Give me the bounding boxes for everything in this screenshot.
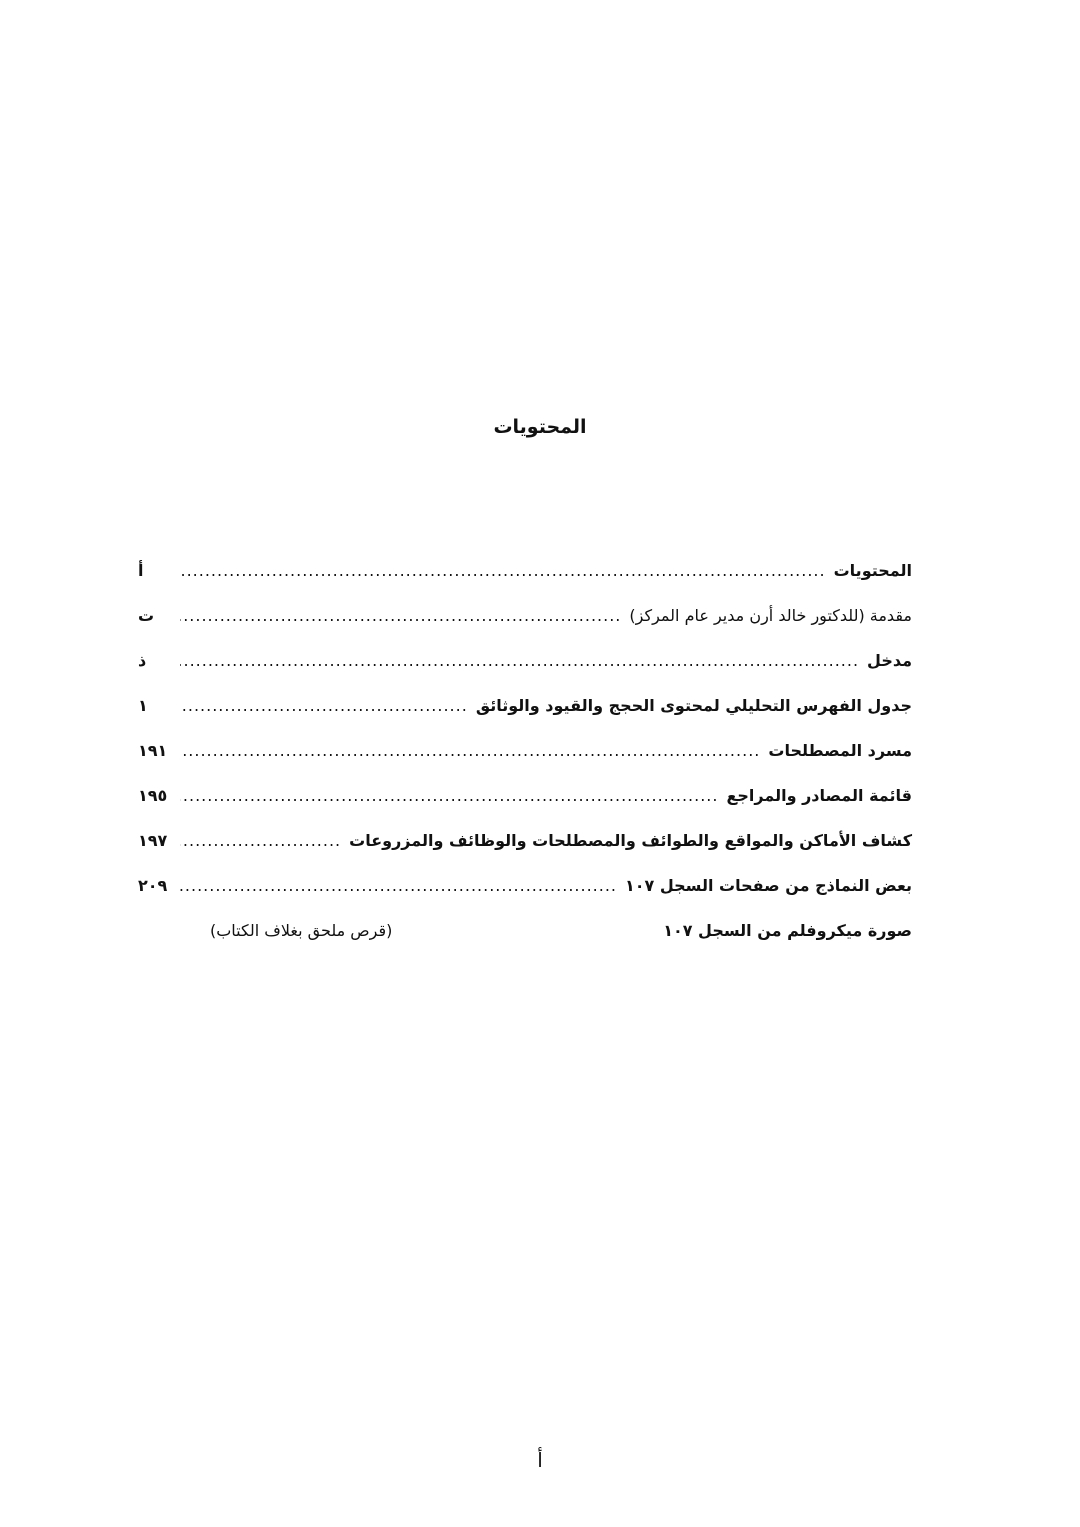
toc-entry-title: بعض النماذج من صفحات السجل ١٠٧ (625, 876, 912, 895)
toc-entry-title: قائمة المصادر والمراجع (726, 786, 912, 805)
toc-page-number: ١٩١ (138, 741, 168, 760)
toc-row-microfilm (138, 908, 912, 953)
toc-row (138, 818, 912, 863)
dot-leader (180, 741, 760, 761)
page-number: أ (537, 1448, 543, 1472)
toc-page-number: ١ (138, 696, 148, 715)
toc-row (138, 638, 912, 683)
toc-entry-title: مقدمة (للدكتور خالد أرن مدير عام المركز) (629, 606, 912, 625)
dot-leader (180, 831, 341, 851)
toc-page-number: ١٩٥ (138, 786, 168, 805)
toc-row (138, 863, 912, 908)
toc-page-number: أ (138, 561, 144, 580)
toc-row (138, 728, 912, 773)
toc-page-number: ت (138, 606, 155, 625)
toc-entry-title: صورة ميكروفلم من السجل ١٠٧ (663, 921, 912, 940)
toc-page-number: ١٩٧ (138, 831, 168, 850)
toc-page-number: ذ (138, 651, 147, 670)
dot-leader (180, 696, 468, 716)
dot-leader (180, 786, 718, 806)
dot-leader (180, 651, 859, 671)
toc-entry-title: كشاف الأماكن والمواقع والطوائف والمصطلحات والوظائف والمزروعات (349, 831, 912, 850)
toc-entry-title: جدول الفهرس التحليلي لمحتوى الحجج والقيود والوثائق (475, 696, 912, 715)
toc-row (138, 593, 912, 638)
dot-leader (180, 606, 621, 626)
toc-entry-title: مسرد المصطلحات (768, 741, 912, 760)
toc-page-number: ٢٠٩ (138, 876, 168, 895)
toc-row (138, 773, 912, 818)
dot-leader (180, 876, 617, 896)
toc-entry-title: مدخل (867, 651, 912, 670)
toc-row (138, 683, 912, 728)
table-of-contents (138, 548, 912, 953)
dot-leader (180, 561, 826, 581)
page-title: المحتويات (493, 416, 587, 438)
microfilm-note: (قرص ملحق بغلاف الكتاب) (210, 921, 393, 940)
toc-entry-title: المحتويات (833, 561, 912, 580)
toc-row (138, 548, 912, 593)
